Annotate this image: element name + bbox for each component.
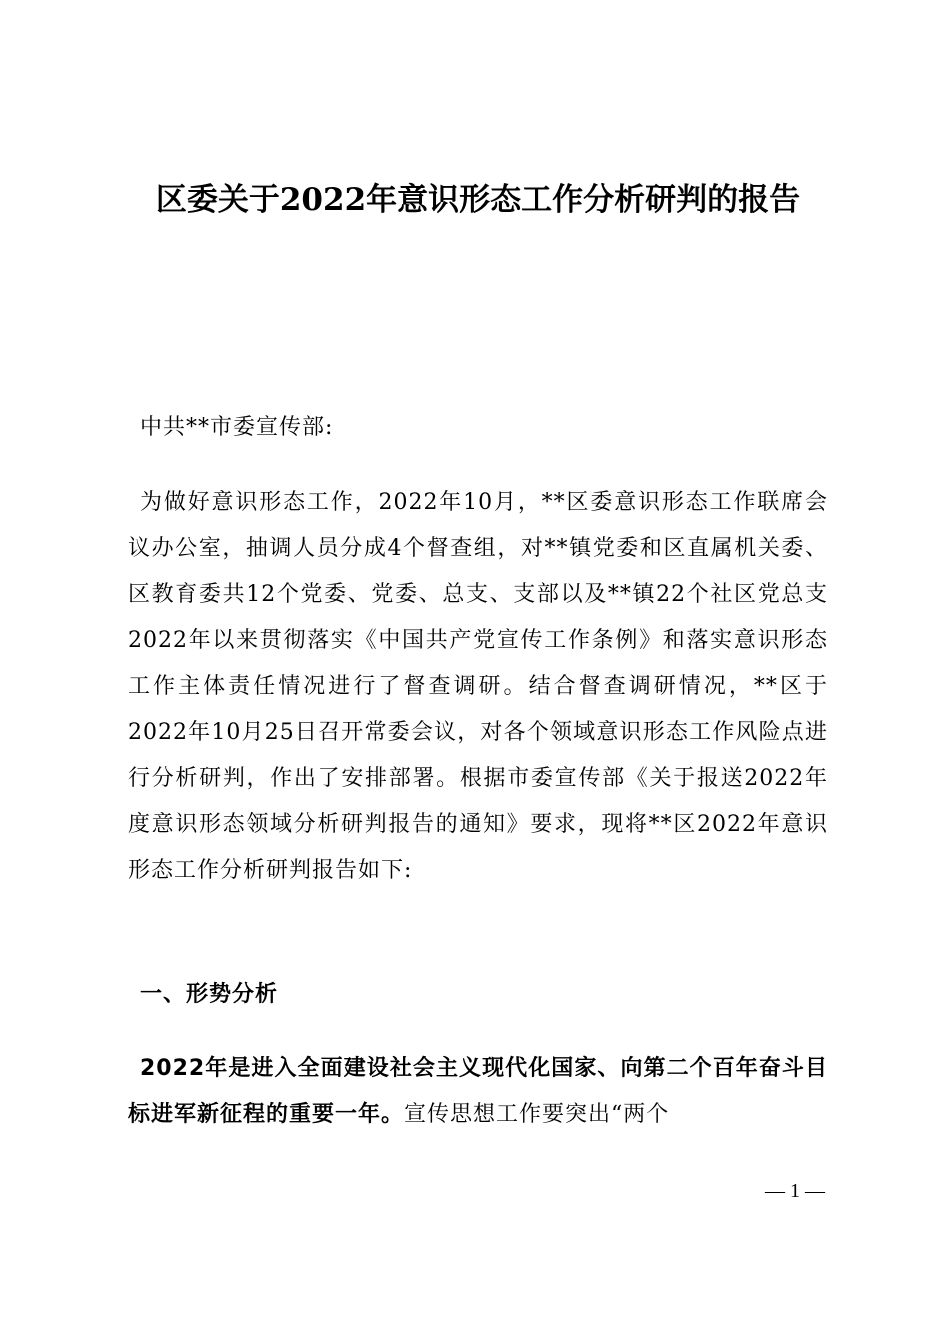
paragraph-intro: 为做好意识形态工作，2022年10月，**区委意识形态工作联席会议办公室，抽调人员分成4个督查组，对**镇党委和区直属机关委、区教育委共12个党委、党委、总支、支部以及**镇22个社区党总支2022年以来贯彻落实《中国共产党宣传工作条例》和落实意识形态工作主体责任情况进行了督查调研。结合督查调研情况，**区于2022年10月25日召开常委会议，对各个领域意识形态工作风险点进行分析研判，作出了安排部署。根据市委宣传部《关于报送2022年度意识形态领域分析研判报告的通知》要求，现将**区2022年意识形态工作分析研判报告如下: [128,490,828,883]
section-heading-situation-analysis: 一、形势分析 [140,982,279,1007]
paragraph-situation-rest: 宣传思想工作要突出“两个 [404,1102,670,1127]
document-title: 区委关于2022年意识形态工作分析研判的报告 [155,182,801,218]
page-number: — 1 — [765,1180,825,1202]
paragraph-situation-bold: 2022年是进入全面建设社会主义现代化国家、向第二个百年奋斗目标进军新征程的重要一年。 [128,1056,828,1127]
salutation: 中共**市委宣传部: [140,415,334,440]
paragraph-situation [128,1046,828,1138]
